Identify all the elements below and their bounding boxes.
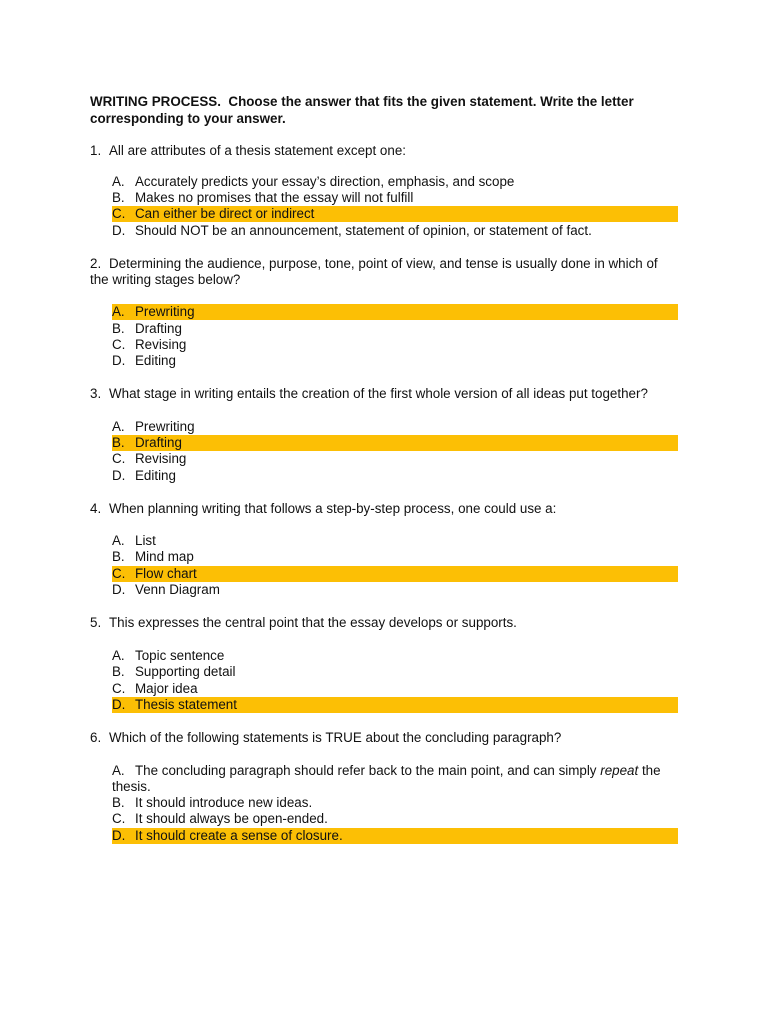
option-3c: C. Revising	[112, 451, 187, 466]
option-1b: B. Makes no promises that the essay will not fulfill	[112, 190, 414, 205]
question-4	[90, 501, 690, 517]
instructions	[90, 93, 690, 127]
option-1a: A. Accurately predicts your essay’s direction, emphasis, and scope	[112, 174, 515, 189]
instructions-lead: WRITING PROCESS.	[90, 94, 221, 109]
option-5c: C. Major idea	[112, 681, 198, 696]
option-5d-highlighted: D. Thesis statement	[112, 697, 678, 713]
option-2c: C. Revising	[112, 337, 187, 352]
option-1d: D. Should NOT be an announcement, statement of opinion, or statement of fact.	[112, 223, 592, 238]
option-3d: D. Editing	[112, 468, 176, 483]
question-number: 2.	[90, 256, 102, 271]
option-4c-highlighted: C. Flow chart	[112, 566, 678, 582]
option-3a: A. Prewriting	[112, 419, 195, 434]
option-2b: B. Drafting	[112, 321, 182, 336]
option-5b: B. Supporting detail	[112, 664, 236, 679]
question-text: When planning writing that follows a step-by-step process, one could use a:	[109, 501, 557, 516]
option-4d: D. Venn Diagram	[112, 582, 220, 597]
question-3	[90, 386, 690, 402]
option-2d: D. Editing	[112, 353, 176, 368]
option-6a: A. The concluding paragraph should refer back to the main point, and can simply repeat the thesis.	[112, 763, 661, 794]
option-4b: B. Mind map	[112, 549, 194, 564]
question-text-line1: Determining the audience, purpose, tone, point of view, and tense is usually done in which of	[109, 256, 658, 271]
question-2	[90, 256, 690, 288]
instructions-line1: Choose the answer that fits the given statement. Write the letter	[228, 94, 634, 109]
instructions-line2: corresponding to your answer.	[90, 111, 286, 126]
question-text: What stage in writing entails the creation of the first whole version of all ideas put together?	[109, 386, 648, 401]
question-6	[90, 730, 690, 746]
question-text: All are attributes of a thesis statement except one:	[109, 143, 406, 158]
question-5	[90, 615, 690, 631]
option-2a-highlighted: A. Prewriting	[112, 304, 678, 320]
option-6c: C. It should always be open-ended.	[112, 811, 328, 826]
question-text: This expresses the central point that the essay develops or supports.	[109, 615, 517, 630]
question-1	[90, 143, 690, 159]
question-number: 5.	[90, 615, 102, 630]
question-text-line2: the writing stages below?	[90, 272, 241, 287]
question-number: 6.	[90, 730, 102, 745]
option-1c-highlighted: C. Can either be direct or indirect	[112, 206, 678, 222]
question-text: Which of the following statements is TRUE about the concluding paragraph?	[109, 730, 562, 745]
option-5a: A. Topic sentence	[112, 648, 225, 663]
question-number: 3.	[90, 386, 102, 401]
option-6d-highlighted: D. It should create a sense of closure.	[112, 828, 678, 844]
question-number: 4.	[90, 501, 102, 516]
option-4a: A. List	[112, 533, 156, 548]
option-6b: B. It should introduce new ideas.	[112, 795, 313, 810]
question-number: 1.	[90, 143, 102, 158]
option-3b-highlighted: B. Drafting	[112, 435, 678, 451]
